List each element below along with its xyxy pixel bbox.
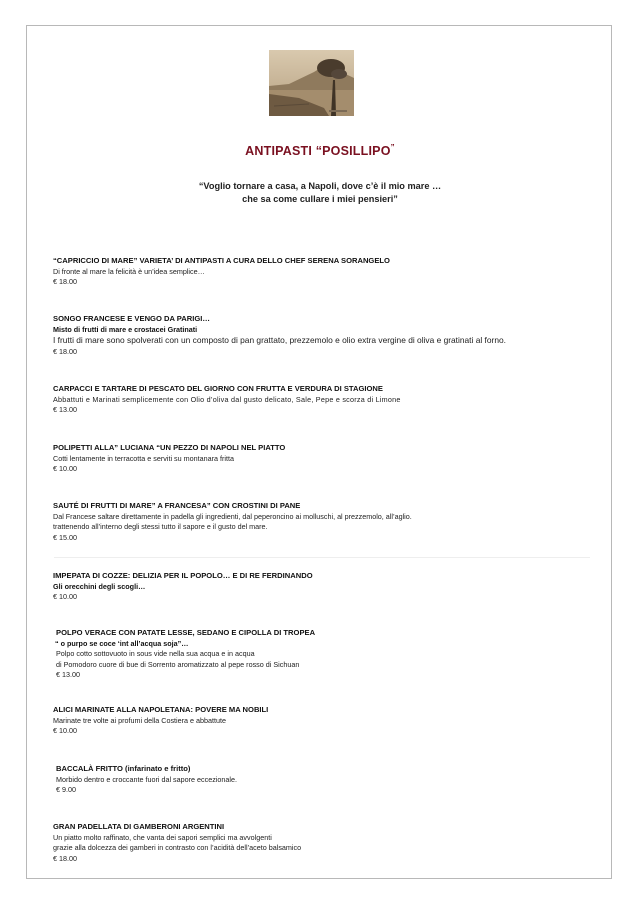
dish-price: € 13.00 [56, 670, 80, 679]
dish-price: € 18.00 [53, 277, 77, 286]
menu-item [53, 501, 598, 543]
dish-description: Di fronte al mare la felicità è un’idea semplice… [53, 266, 205, 276]
dish-name: SAUTÉ DI FRUTTI DI MARE” A FRANCESA” CON CROSTINI DI PANE [53, 501, 301, 510]
dish-subtitle: Misto di frutti di mare e crostacei Gratinati [53, 324, 198, 334]
dish-name: POLIPETTI ALLA” LUCIANA “UN PEZZO DI NAPOLI NEL PIATTO [53, 443, 286, 452]
dish-price: € 15.00 [53, 532, 77, 542]
quote-line-1: “Voglio tornare a casa, a Napoli, dove c’è il mio mare … [198, 181, 442, 191]
menu-item [53, 256, 598, 288]
title-closing-mark: ” [390, 143, 395, 152]
dish-name: SONGO FRANCESE E VENGO DA PARIGI… [53, 314, 210, 323]
dish-price: € 18.00 [53, 853, 77, 863]
menu-item [53, 705, 598, 737]
dish-description: Morbido dentro e croccante fuori dal sapore eccezionale. [56, 774, 237, 784]
menu-item [53, 571, 598, 603]
dish-subtitle: Gli orecchini degli scogli… [53, 581, 146, 591]
dish-description: Abbattuti e Marinati semplicemente con Olio d’oliva dal gusto delicato, Sale, Pepe e scorza di Limone [53, 394, 401, 404]
menu-item [53, 628, 598, 681]
menu-item [53, 384, 598, 416]
dish-description-line-2: di Pomodoro cuore di bue di Sorrento aromatizzato al pepe rosso di Sichuan [56, 659, 300, 669]
dish-name: GRAN PADELLATA DI GAMBERONI ARGENTINI [53, 822, 225, 831]
dish-price: € 10.00 [53, 592, 77, 601]
dish-price: € 9.00 [56, 785, 76, 794]
divider [54, 557, 590, 558]
dish-description-line-2: trattenendo all’interno degli stessi tutto il sapore e il gusto del mare. [53, 522, 268, 531]
dish-name: BACCALÀ FRITTO (infarinato e fritto) [56, 764, 191, 773]
dish-description: Cotti lentamente in terracotta e serviti su montanara fritta [53, 453, 234, 463]
dish-name: CARPACCI E TARTARE DI PESCATO DEL GIORNO CON FRUTTA E VERDURA DI STAGIONE [53, 384, 383, 393]
dish-price: € 18.00 [53, 346, 77, 356]
quote-line-2: che sa come cullare i miei pensieri” [242, 194, 398, 204]
dish-description-line-1: Polpo cotto sottovuoto in sous vide nella sua acqua e in acqua [56, 649, 255, 658]
menu-item [53, 443, 598, 475]
dish-description: I frutti di mare sono spolverati con un composto di pan grattato, prezzemolo e olio extra vergine di oliva e gratinati al forno. [53, 335, 506, 345]
section-title: ANTIPASTI “POSILLIPO” [245, 143, 395, 159]
dish-subtitle: “ o purpo se coce ‘int all’acqua soja”… [55, 638, 189, 648]
dish-description-line-1: Un piatto molto raffinato, che vanta dei sapori semplici ma avvolgenti [53, 832, 272, 842]
menu-item [53, 764, 598, 796]
dish-name: POLPO VERACE CON PATATE LESSE, SEDANO E CIPOLLA DI TROPEA [56, 628, 316, 637]
dish-description-line-2: grazie alla dolcezza dei gamberi in contrasto con l’acidità dell’aceto balsamico [53, 843, 302, 852]
intro-quote [0, 180, 640, 206]
dish-name: “CAPRICCIO DI MARE” VARIETA’ DI ANTIPASTI A CURA DELLO CHEF SERENA SORANGELO [53, 256, 390, 265]
dish-price: € 10.00 [53, 464, 77, 473]
dish-description-line-1: Dal Francese saltare direttamente in padella gli ingredienti, dal peperoncino ai molluschi, al prezzemolo, all’aglio. [53, 511, 412, 521]
menu-item [53, 822, 598, 864]
dish-description: Marinate tre volte ai profumi della Costiera e abbattute [53, 715, 226, 725]
dish-name: IMPEPATA DI COZZE: DELIZIA PER IL POPOLO… E DI RE FERDINANDO [53, 571, 313, 580]
dish-price: € 13.00 [53, 405, 77, 414]
dish-price: € 10.00 [53, 726, 77, 735]
dish-name: ALICI MARINATE ALLA NAPOLETANA: POVERE MA NOBILI [53, 705, 269, 714]
bay-of-naples-photo [269, 50, 354, 116]
menu-item [53, 314, 598, 357]
